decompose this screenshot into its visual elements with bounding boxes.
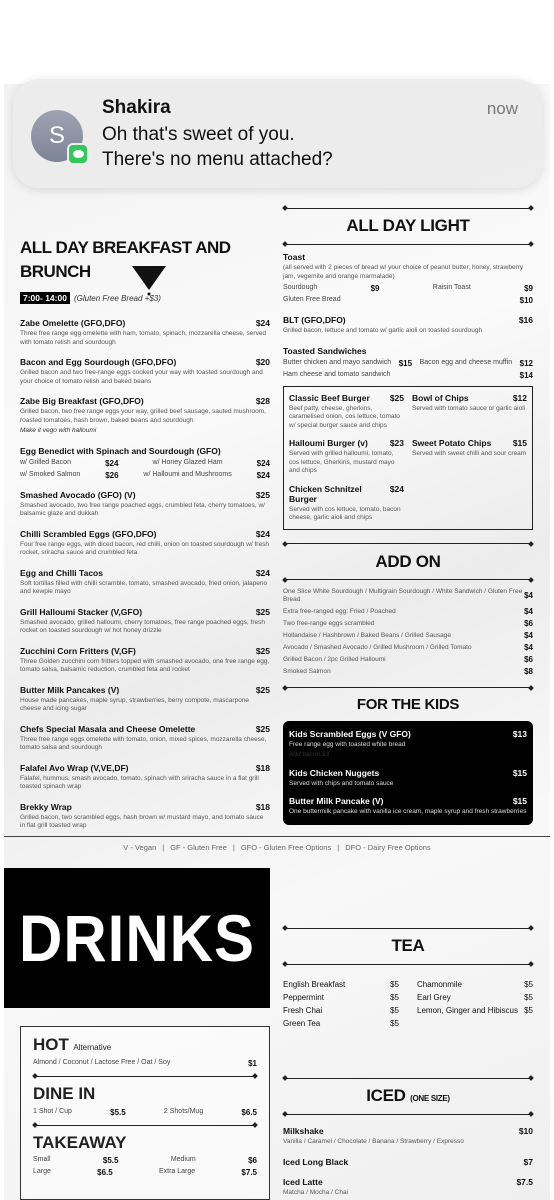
item-price: $25 [255, 684, 270, 695]
item-header [20, 490, 270, 500]
item-desc: Free range egg with toasted white bread [289, 740, 406, 748]
message-body [102, 122, 333, 172]
item-header [20, 724, 270, 734]
tea-section [283, 920, 533, 1028]
divider [283, 1112, 533, 1116]
iced-item [283, 1126, 533, 1147]
tea-price: $5 [524, 980, 533, 989]
item-header [289, 796, 527, 806]
tea-row [417, 980, 533, 989]
item-name: Sweet Potato Chips [412, 438, 492, 448]
item-header [20, 529, 270, 539]
price-value: $5.5 [102, 1156, 119, 1165]
tea-name: Green Tea [283, 1019, 321, 1028]
item-note-text: Make it vego with halloumi [20, 427, 97, 434]
tea-price: $5 [390, 1006, 399, 1015]
gf-note: (Gluten Free Bread +$3) [73, 294, 161, 303]
iced-section [283, 1070, 533, 1197]
item-header [20, 446, 270, 456]
item-name: Egg and Chilli Tacos [20, 567, 103, 578]
item-header [20, 607, 270, 617]
item-price: $7 [523, 1156, 533, 1167]
divider [33, 1074, 257, 1078]
option-row [20, 471, 270, 480]
option-price [105, 459, 118, 468]
tea-row [283, 1006, 399, 1015]
item-header [289, 768, 527, 778]
divider [283, 542, 533, 546]
kids-box [283, 721, 533, 825]
diet-legend [4, 836, 550, 858]
item-price: $15 [512, 796, 527, 806]
addon-row [283, 644, 533, 652]
item-desc: Served with tomato sauce or garlic aioli [412, 404, 526, 412]
legend-entry: | [162, 843, 165, 852]
price-row [33, 1156, 257, 1165]
item-price: $18 [255, 762, 270, 773]
item-name: Chefs Special Masala and Cheese Omelette [20, 723, 196, 734]
item-name: Egg Benedict with Spinach and Sourdough (GFO) [20, 445, 221, 456]
item-price: $13 [512, 728, 527, 739]
item-desc: Grilled bacon and two free-range eggs cooked your way with toasted sourdough and your choice of tomato relish and baked beans [20, 369, 263, 385]
item-header [289, 484, 404, 504]
price-value: $9 [524, 284, 533, 293]
price-value: $9 [370, 284, 380, 293]
price-row [283, 371, 533, 380]
addon-label: Avocado / Smashed Avocado / Grilled Mushroom / Grilled Tomato [283, 643, 472, 651]
label: Ham cheese and tomato sandwich [283, 370, 391, 378]
avatar-letter: S [48, 122, 65, 149]
price [520, 296, 533, 305]
tea-row [417, 993, 533, 1002]
legend-entry: GFO - Gluten Free Options [240, 843, 332, 852]
tea-row [283, 993, 399, 1002]
menu-item [20, 490, 270, 519]
option-price [257, 471, 270, 480]
addon-price: $4 [524, 642, 533, 652]
blt-name: BLT (GFO,DFO) [283, 315, 346, 325]
box-item [412, 438, 527, 476]
item-desc: Smashed avocado, two free range poached eggs, crumbled feta, cherry tomatoes, w/ balsamic glaze and dukkah [20, 501, 265, 517]
message-line-1: Oh that's sweet of you. [102, 124, 295, 145]
addon-label: Extra free-ranged egg: Fried / Poached [283, 607, 396, 615]
item-price: $25 [255, 723, 270, 734]
addon-price: $8 [524, 666, 533, 676]
messages-app-icon [67, 143, 89, 165]
drinks-banner [4, 868, 270, 1008]
menu-item [20, 802, 270, 831]
label: Small [33, 1156, 51, 1163]
legend-entry: V - Vegan [123, 843, 157, 852]
blt-item [283, 315, 533, 336]
breakfast-title: ALL DAY BREAKFAST AND BRUNCH [20, 238, 231, 281]
item-price: $25 [255, 645, 270, 656]
dinein-a-price: $5.5 [110, 1108, 126, 1117]
iced-title: ICED [366, 1086, 406, 1105]
divider [283, 206, 533, 210]
item-header [20, 802, 270, 812]
item-desc: Served with cos lettuce, tomato, bacon cheese, garlic aioli and chips [289, 505, 401, 521]
kids-item [289, 768, 527, 789]
item-desc: Three free range eggs omelette with tomato, onion, mixed spices, mozzarella cheese, tomato salsa and sourdough [20, 735, 267, 751]
item-name: Iced Latte [283, 1176, 323, 1187]
tea-price: $5 [390, 993, 399, 1002]
price-value: $10 [519, 296, 533, 305]
item-desc: Three free range egg omelette with ham, tomato, spinach, mozzarella cheese, served with tomato relish and sourdough [20, 330, 267, 346]
item-price: $10 [518, 1126, 533, 1136]
option-price-value: $24 [105, 458, 119, 468]
option-label: w/ Smoked Salmon [20, 470, 81, 478]
toast-desc: (all served with 2 pieces of bread w/ your choice of peanut butter, honey, strawberry jam, vegemite and orange marmalade) [283, 264, 524, 280]
alt-price: $1 [248, 1059, 257, 1068]
price-value: $12 [519, 358, 533, 368]
message-notification[interactable] [13, 79, 542, 188]
item-price: $7.5 [516, 1176, 533, 1187]
burger-box [283, 386, 533, 530]
label: Large [33, 1168, 51, 1175]
price [520, 371, 533, 380]
tea-price: $5 [390, 980, 399, 989]
tea-name: Lemon, Ginger and Hibiscus [417, 1006, 518, 1015]
item-header [20, 396, 270, 406]
item-header [20, 763, 270, 773]
price [97, 1168, 113, 1177]
tea-name: Chamonmile [417, 980, 462, 989]
item-desc: Smashed avocado, grilled halloumi, cherry tomatoes, free range poached eggs, fresh rocket on toasted sourdough w/ hot honey drizzle [20, 618, 265, 634]
item-name: Smashed Avocado (GFO) (V) [20, 489, 136, 500]
item-desc: Falafel, hummus, smash avocado, tomato, spinach with sriracha sauce in a flat grill toasted spinach wrap [20, 774, 259, 790]
item-note [20, 427, 270, 436]
item-desc: Beef patty, cheese, gherkins, caramelised onion, cos lettuce, tomato w/ special burger sauce and chips [289, 404, 400, 429]
divider [283, 686, 533, 690]
addon-label: Grilled Bacon / 2pc Grilled Halloumi [283, 655, 386, 663]
item-price: $24 [255, 318, 270, 328]
item-desc: Soft tortillas filled with chilli scramble, tomato, smashed avocado, fried onion, jalapeno and kewpie mayo [20, 579, 268, 595]
item-name: Bacon and Egg Sourdough (GFO,DFO) [20, 357, 177, 367]
item-price: $20 [255, 357, 270, 367]
price-row [283, 359, 533, 368]
divider [283, 578, 533, 582]
addon-price: $4 [524, 630, 533, 640]
label: Gluten Free Bread [283, 296, 341, 303]
item-price: $25 [389, 392, 404, 403]
legend-entry: GF - Gluten Free [170, 843, 227, 852]
label: Bacon egg and cheese muffin [419, 358, 513, 366]
item-price: $24 [389, 483, 404, 494]
drinks-title: DRINKS [18, 901, 255, 975]
item-name: Butter Milk Pancakes (V) [20, 684, 120, 695]
takeaway-title: TAKEAWAY [33, 1133, 127, 1152]
item-desc: Grilled bacon, two free range eggs your way, grilled beef sausage, sauted mushroom, roasted tomatoes, hash brown, baked beans and sourdough [20, 408, 266, 424]
item-name: Butter Milk Pancake (V) [289, 796, 384, 806]
breakfast-section [20, 236, 270, 831]
legend-entry: | [232, 843, 235, 852]
option-price [105, 471, 118, 480]
menu-item [20, 763, 270, 792]
item-header [289, 438, 404, 448]
box-item [289, 438, 404, 476]
item-header [412, 393, 527, 403]
item-name: Zabe Omelette (GFO,DFO) [20, 318, 126, 328]
tea-price: $5 [524, 993, 533, 1002]
item-desc: Served with chips and tomato sauce [289, 779, 394, 787]
price-value: $7.5 [241, 1168, 257, 1177]
toasted-name: Toasted Sandwiches [283, 345, 367, 356]
item-name: Chilli Scrambled Eggs (GFO,DFO) [20, 528, 157, 539]
option-price-value: $24 [256, 458, 270, 468]
tea-row [283, 980, 399, 989]
option-price-value: $26 [105, 470, 119, 480]
item-header [20, 685, 270, 695]
coffee-box [20, 1026, 270, 1200]
price [399, 359, 412, 368]
item-note-text: Add bacon $3 [289, 751, 330, 758]
item-name: Halloumi Burger (v) [289, 438, 368, 448]
option-row [20, 459, 270, 468]
label: Medium [170, 1156, 196, 1163]
addon-list [283, 588, 533, 676]
label: Raisin Toast [432, 284, 471, 291]
item-name: Zucchini Corn Fritters (V,GF) [20, 645, 136, 656]
legend-entry: | [337, 843, 340, 852]
item-desc: Three Golden zucchini corn fritters topped with smashed avocado, one free range egg, tomato salsa, balsamic reduction, crumbled feta and rocket [20, 657, 270, 673]
dinein-b-price: $6.5 [241, 1108, 257, 1117]
box-item [289, 484, 404, 523]
price [103, 1156, 119, 1165]
tea-row [283, 1019, 399, 1028]
price-row [283, 284, 533, 293]
item-price: $12 [512, 392, 527, 403]
price-row [33, 1168, 257, 1177]
price-value: $15 [398, 358, 413, 368]
option-label: w/ Grilled Bacon [20, 458, 71, 466]
item-name: Milkshake [283, 1126, 324, 1136]
addon-label: Hollandaise / Hashbrown / Baked Beans / Grilled Sausage [283, 631, 452, 639]
breakfast-list [20, 318, 270, 831]
item-desc: Served with sweet chilli and sour cream [412, 450, 527, 457]
dinein-b: 2 Shots/Mug [163, 1108, 204, 1115]
price [520, 359, 533, 368]
item-name: Kids Chicken Nuggets [289, 767, 380, 778]
box-item [412, 393, 527, 431]
toast-item [283, 252, 533, 305]
menu-item [20, 568, 270, 597]
option-label: w/ Honey Glazed Ham [152, 458, 223, 466]
addon-row [283, 668, 533, 676]
light-title: ALL DAY LIGHT [346, 216, 470, 235]
menu-item [20, 724, 270, 753]
alt-milks: Almond / Coconut / Lactose Free / Oat / Soy [33, 1059, 171, 1066]
price [241, 1168, 257, 1177]
menu-item [20, 446, 270, 480]
divider [283, 242, 533, 246]
item-header [412, 438, 527, 448]
item-name: Chicken Schnitzel Burger [289, 483, 362, 504]
kids-item [289, 729, 527, 760]
item-price: $24 [255, 528, 270, 539]
addon-label: One Slice White Sourdough / Multigrain Sourdough / White Sandwich / Gluten Free Bread [283, 587, 523, 603]
addon-label: Two free-range eggs scrambled [283, 619, 375, 627]
divider [33, 1123, 257, 1127]
iced-sub: (ONE SIZE) [410, 1094, 450, 1103]
tea-row [417, 1006, 533, 1015]
blt-price: $16 [518, 315, 533, 325]
iced-item [283, 1177, 533, 1198]
label: Sourdough [283, 284, 318, 291]
tea-price: $5 [524, 1006, 533, 1015]
toast-name: Toast [283, 252, 306, 262]
menu-item [20, 685, 270, 714]
tea-name: English Breakfast [283, 980, 346, 989]
hot-title: HOT [33, 1035, 69, 1054]
item-header [283, 1177, 533, 1187]
item-desc: Vanilla / Caramel / Chocolate / Banana / Strawberry / Expresso [283, 1138, 464, 1145]
tea-name: Fresh Chai [283, 1006, 323, 1015]
menu-item [20, 357, 270, 386]
item-price: $25 [255, 606, 270, 617]
item-header [20, 318, 270, 328]
light-section [283, 200, 533, 825]
item-header [20, 357, 270, 367]
kids-item [289, 796, 527, 817]
addon-row [283, 656, 533, 664]
tea-title: TEA [391, 936, 425, 955]
toasted-item [283, 346, 533, 380]
blt-desc: Grilled bacon, lettuce and tomato w/ garlic aioli on toasted sourdough [283, 327, 483, 334]
iced-item [283, 1157, 533, 1167]
item-price: $18 [255, 801, 270, 812]
hours-badge: 7:00- 14:00 [20, 292, 70, 304]
divider [283, 962, 533, 966]
notification-time: now [486, 99, 518, 118]
price [248, 1156, 257, 1165]
menu-item [20, 318, 270, 347]
item-note [289, 751, 527, 760]
item-price: $15 [512, 438, 527, 448]
price-value: $6 [248, 1156, 257, 1165]
item-desc: Grilled bacon, two scrambled eggs, hash brown w/ mustard mayo, and tomato sauce in flat grill toasted wrap [20, 813, 264, 829]
addon-price: $4 [524, 606, 533, 616]
addon-title: ADD ON [375, 551, 441, 571]
divider [283, 1076, 533, 1080]
label: Extra Large [158, 1168, 196, 1175]
item-name: Kids Scrambled Eggs (V GFO) [289, 728, 411, 739]
menu-item [20, 396, 270, 436]
addon-price: $6 [524, 654, 533, 664]
item-desc: Four free range eggs, with diced bacon, red chilli, onion on toasted sourdough w/ fresh rocket, sriracha sauce and crumbled feta [20, 540, 269, 556]
kids-title: FOR THE KIDS [356, 695, 460, 713]
item-price: $15 [512, 767, 527, 778]
price [371, 284, 380, 293]
item-header [283, 1126, 533, 1136]
item-name: Falafel Avo Wrap (V,VE,DF) [20, 762, 129, 773]
item-name: Classic Beef Burger [289, 392, 370, 403]
item-name: Iced Long Black [283, 1156, 349, 1167]
tea-price: $5 [390, 1019, 399, 1028]
price [524, 284, 533, 293]
addon-label: Smoked Salmon [283, 667, 331, 675]
item-name: Bowl of Chips [412, 392, 469, 403]
hot-sub: Alternative [73, 1043, 112, 1052]
item-header [283, 1157, 533, 1167]
tea-name: Earl Grey [417, 993, 451, 1002]
menu-item [20, 607, 270, 636]
label: Butter chicken and mayo sandwich [283, 358, 392, 366]
item-desc: House made pancakes, maple syrup, strawberries, berry compote, mascarpone cheese and icing sugar [20, 696, 250, 712]
item-price: $28 [255, 396, 270, 406]
box-item [289, 393, 404, 431]
menu-item [20, 646, 270, 675]
price-row [283, 296, 533, 305]
addon-row [283, 632, 533, 640]
item-header [20, 646, 270, 656]
item-header [20, 568, 270, 578]
dinein-a: 1 Shot / Cup [33, 1108, 72, 1115]
addon-row [283, 608, 533, 616]
item-desc: One buttermilk pancake with vanilla ice cream, maple syrup and fresh strawberries [289, 808, 527, 815]
addon-row [283, 588, 533, 604]
legend-entry: DFO - Dairy Free Options [345, 843, 431, 852]
option-price [257, 459, 270, 468]
item-name: Brekky Wrap [20, 801, 72, 812]
item-price: $24 [255, 567, 270, 578]
item-price: $25 [255, 489, 270, 500]
dinein-title: DINE IN [33, 1084, 96, 1103]
item-desc: Served with grilled halloumi, tomato, cos lettuce, Gherkins, mustard mayo and chips [289, 450, 395, 474]
menu-item [20, 529, 270, 558]
message-line-2: There's no menu attached? [102, 149, 333, 170]
item-price: $23 [389, 438, 404, 448]
option-price-value: $24 [256, 470, 270, 480]
item-header [289, 729, 527, 739]
sender-name: Shakira [102, 97, 171, 118]
tea-name: Peppermint [283, 993, 324, 1002]
addon-price: $4 [524, 590, 533, 600]
option-label: w/ Halloumi and Mushrooms [143, 470, 232, 478]
addon-row [283, 620, 533, 628]
addon-price: $6 [524, 618, 533, 628]
item-header [289, 393, 404, 403]
item-desc: Matcha / Mocha / Chai [283, 1188, 349, 1196]
divider [283, 926, 533, 930]
item-name: Grill Halloumi Stacker (V,GFO) [20, 606, 143, 617]
price-value: $6.5 [97, 1168, 113, 1177]
item-name: Zabe Big Breakfast (GFO,DFO) [20, 396, 144, 406]
price-value: $14 [519, 370, 533, 380]
